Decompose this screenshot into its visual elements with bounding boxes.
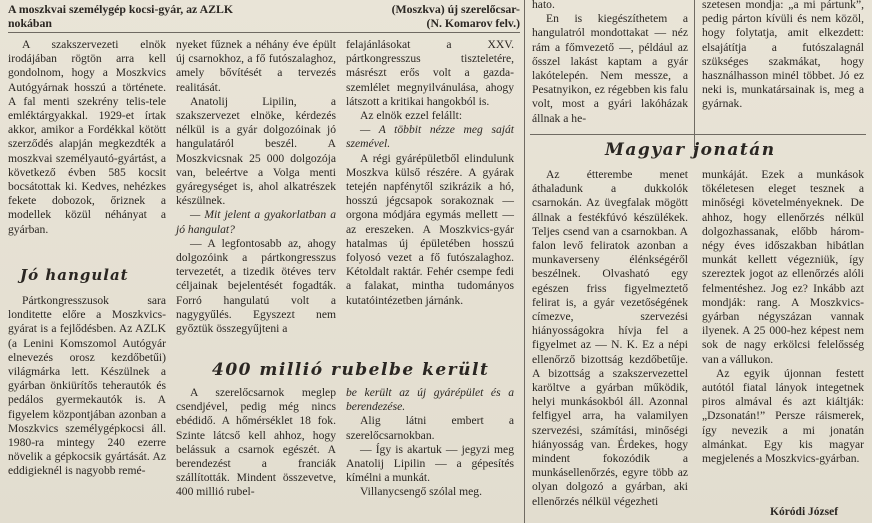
paragraph: A szerelőcsarnok meglep csendjével, pedig még nincs ebédidő. A hőmérséklet 18 fok. Szinte látcső kell ahhoz, hogy belássuk a csarnok egészét. A berendezést a franciák szállították. Mindent összevetve, 400 millió rubel-: [176, 386, 336, 499]
article-column: [532, 0, 688, 126]
paragraph: Pártkongresszusok sara londitette előre a Moszkvics-gyárat is a fejlődésben. Az AZLK (a Lenini Komszomol Autógyár elnevezés orosz kezdőbetűi) világmárka lett. Készülnek a gyárban önkiürítős teherautók és pedálos gyermekautók is. A figyelem központjában azonban a Moszkvics személygépkocsi áll. 1980-ra mintegy 240 ezerre növelik a gépkocsik gyártását. Az eddigieknél is nagyobb remé-: [8, 294, 166, 478]
article-column: [8, 38, 166, 237]
article-column: [346, 386, 514, 500]
paragraph: Villanycsengő szólal meg.: [360, 485, 482, 499]
paragraph: felajánlásokat a XXV. pártkongresszus tiszteletére, másrészt erős volt a gazda-szemlélet megnyilvánulása, ahogy látszott a kritikai hangokból is.: [346, 38, 514, 108]
article-column: [176, 386, 336, 500]
subheading: 400 millió rubelbe került: [212, 360, 490, 380]
paragraph: Az étterembe menet áthaladunk a dukkolók csarnokán. Az üvegfalak mögött állnak a festékfúvó készülékek. Teljes csend van a csarnokban. A falon levő feliratok azonban a munkaverseny élénkségéről beszélnek. Olvasható egy egészen friss figyelmeztető felirat is, a gyár vezetőségének címezve, szervezési hiányosságokra hívja fel a figyelmet az — N. K. Ez a népi ellenőrző bizottság kezdőbetűje. A bizottság a szakszervezettel karöltve a gyárban működik, helyi munkásokból áll. Azonnal felfigyel arra, ha valamilyen szervezési, számítási, minőségi hiányosság van. Érdekes, hogy mindent fokozódik a munkásellenőrzés, egyre több az olyan dolgozó a gyárban, aki ellenőrzés nélkül végezheti: [532, 168, 688, 508]
column-divider: [694, 0, 695, 150]
paragraph: Anatolij Lipilin, a szakszervezet elnöke, kérdezés nélkül is a gyár dolgozóinak jó hangulatáról beszél. A Moszkvicsnak 25 000 dolgozója van, beleértve a Volga menti gyáregységet is, ahol alkatrészek készülnek.: [176, 94, 336, 208]
article-column: [176, 38, 336, 336]
article-column: [532, 168, 688, 509]
photo-caption-right: (Moszkva) új szerelőcsar- (N. Komarov felv.): [391, 2, 520, 30]
paragraph: En is kiegészíthetem a hangulatról mondottakat — néz rám a főmvezető —, például az ősszel lakást kaptam a gyár lakótelepén. Nem messze, a Pesatnyikon, ez régebben kis falu volt, most a gyári lakóházak állnak a he-: [532, 12, 688, 125]
paragraph: — Így is akartuk — jegyzi meg Anatolij Lipilin — a gépesítés kímélni a munkát.: [346, 442, 514, 485]
article-column: [346, 38, 514, 308]
paragraph: Az egyik újonnan festett autótól fiatal lányok integetnek piros almával és azt kiáltják: „Dzsonatán!” Persze ráismerek, így nevezik a mi jonatán almánkat. Egy kis magyar megjelenés a Moszkvics-gyárban.: [702, 366, 864, 466]
article-column: [8, 294, 166, 479]
article-column: [702, 0, 864, 112]
article-column: [702, 168, 864, 466]
author-signature: Kóródi József: [770, 506, 839, 518]
subheading: Jó hangulat: [20, 266, 129, 284]
paragraph: A szakszervezeti elnök irodájában rögtön arra kell gondolnom, hogy a Moszkvics Autógyárnak hosszú a története. A fal menti szekrény telis-tele emléktárgyakkal. 1929-et írtak akkor, amikor a Fordékkal kötött szerződés alapján megkezdték a moszkvai személyautó-gyártást, a következő évben 585 kocsit bocsátottak ki. Kedves, nehézkes fekete dobozok, őriznek a modellek közül néhányat a gyárban.: [8, 38, 166, 236]
photo-caption-left: A moszkvai személygép kocsi-gyár, az AZLK nokában: [8, 2, 234, 30]
column-divider: [524, 0, 525, 523]
paragraph: be került az új gyárépület és a berendezése.: [346, 386, 514, 414]
paragraph: szetesen mondja: „a mi pártunk”, pedig párton kívüli és nem közöl, hogy folytatja, amit elkezdett: elsajátítja a futószalagnál szükséges szakmákat, hogy használhasson minél többet. Jó ez neki is, munkatársainak is, meg a gyárnak.: [702, 0, 864, 111]
subheading: Magyar jonatán: [605, 140, 776, 160]
paragraph: Alig látni embert a szerelőcsarnokban.: [346, 414, 514, 442]
paragraph: hato.: [532, 0, 555, 11]
paragraph: nyeket fűznek a néhány éve épült új csarnokhoz, a fő futószalaghoz, amely bővítését a tervezés realitását.: [176, 38, 336, 94]
column-divider: [530, 134, 866, 135]
column-divider: [8, 32, 520, 33]
paragraph: — Mit jelent a gyakorlatban a jó hangulat?: [176, 208, 336, 236]
paragraph: — A legfontosabb az, ahogy dolgozóink a pártkongresszus tervezetét, a tizedik ötéves terv céljainak bejelentését fogadták. Forró hangulatú volt a nagygyűlés. Egyszezt nem győztük összegyűjteni a: [176, 236, 336, 336]
paragraph: — A többit nézze meg saját szemével.: [346, 123, 514, 151]
paragraph: munkáját. Ezek a munkások tökéletesen eleget tesznek a minőségi követelményeknek. De ahhoz, hogy ellenőrzés nélkül dolgozhassanak, előbb három-négy éves időszakban hibátlan munkát kellett végezniük, így szereztek jogot az ellenőrzés alóli felmentéshez. Jog ez? Inkább azt mondják: rang. A Moszkvics-gyárban négyszázan vannak ilyenek. A 25 000-hez képest nem sok de nagy erkölcsi felelősség van a vállukon.: [702, 168, 864, 366]
paragraph: A régi gyárépületből elindulunk Moszkva külső részére. A gyárak tetején napfénytől szikrázik a hó, hosszú jégcsapok sorakoznak — orgona módjára egymás mellett — az ereszeken. A Moszkvics-gyár hatalmas új épületében hosszú folyosó vezet a fő futószalaghoz. Kétoldalt raktár. Fehér csempe fedi a falakat, mintha tudományos kutatóintézetben járnánk.: [346, 151, 514, 307]
paragraph: Az elnök ezzel felállt:: [360, 109, 463, 123]
